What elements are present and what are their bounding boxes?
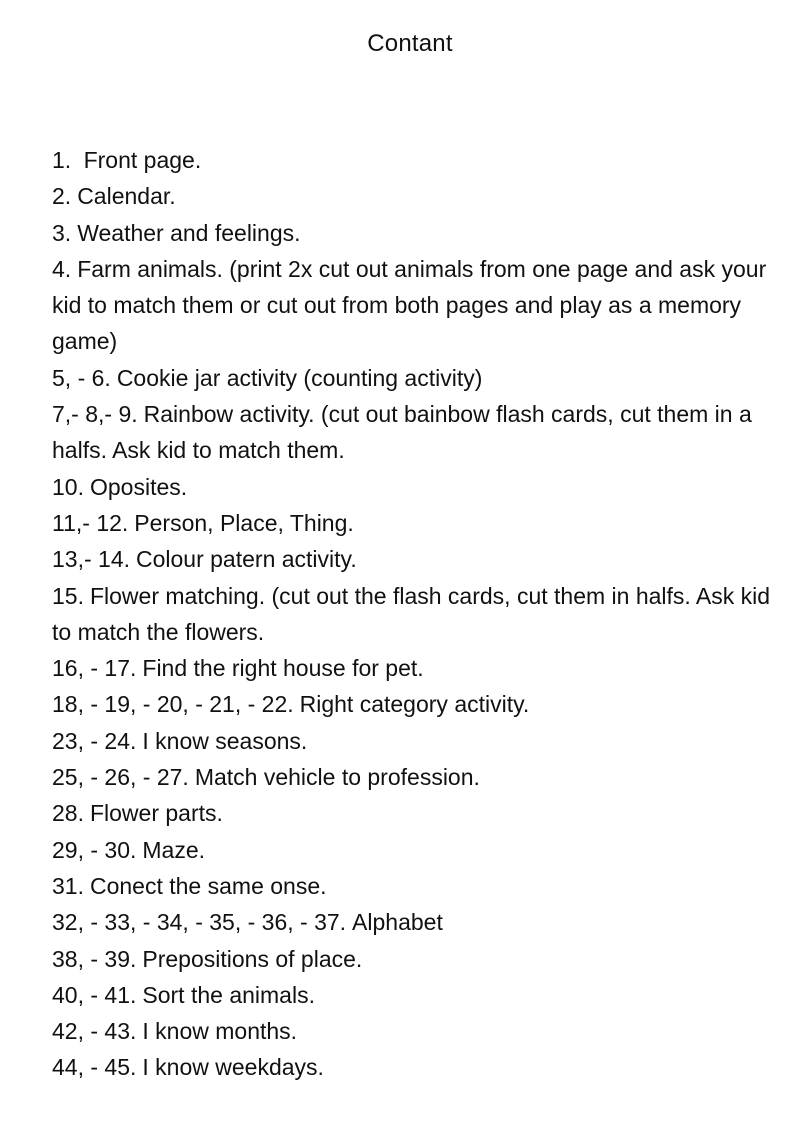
contents-entry: [52, 723, 772, 759]
entry-text: Front page.: [77, 147, 202, 173]
contents-entry: [52, 650, 772, 686]
entry-number: 23, - 24.: [52, 727, 137, 754]
entry-number: 42, - 43.: [52, 1018, 137, 1045]
entry-text: I know months.: [142, 1018, 298, 1045]
contents-entry: [52, 1049, 772, 1085]
entry-text: Sort the animals.: [142, 981, 315, 1008]
entry-number: 13,- 14.: [52, 546, 130, 573]
contents-entry: [52, 541, 772, 577]
contents-entry: [52, 360, 772, 396]
entry-number: 11,- 12.: [52, 509, 129, 536]
entry-text: Cookie jar activity (counting activity): [116, 364, 483, 391]
contents-entry: [52, 251, 772, 360]
contents-entry: [52, 142, 772, 178]
contents-entry: [52, 832, 772, 868]
entry-text: Find the right house for pet.: [142, 655, 424, 682]
entry-text: Farm animals. (print 2x cut out animals from one page and ask your kid to match them or cut out from both pages and play as a memory game): [52, 255, 767, 355]
entry-number: 1.: [52, 147, 72, 173]
contents-entry: [52, 215, 772, 251]
entry-text: Weather and feelings.: [77, 219, 301, 246]
contents-entry: [52, 578, 772, 651]
contents-entry: [52, 941, 772, 977]
entry-number: 32, - 33, - 34, - 35, - 36, - 37.: [52, 909, 347, 936]
entry-number: 18, - 19, - 20, - 21, - 22.: [52, 691, 294, 718]
entry-text: Prepositions of place.: [142, 945, 363, 972]
contents-entry: [52, 178, 772, 214]
entry-text: Match vehicle to profession.: [194, 764, 480, 791]
contents-entry: [52, 795, 772, 831]
page-title: Contant: [367, 30, 453, 57]
entry-number: 38, - 39.: [52, 945, 137, 972]
contents-entry: [52, 505, 772, 541]
entry-text: I know weekdays.: [142, 1054, 324, 1081]
entry-text: Conect the same onse.: [89, 872, 327, 899]
entry-text: Colour patern activity.: [136, 546, 357, 573]
contents-entry: [52, 686, 772, 722]
entry-number: 16, - 17.: [52, 655, 137, 682]
entry-number: 25, - 26, - 27.: [52, 764, 189, 791]
entry-number: 5, - 6.: [52, 364, 111, 391]
entry-text: Flower matching. (cut out the flash cards, cut them in halfs. Ask kid to match the flowers.: [52, 582, 771, 645]
entry-number: 40, - 41.: [52, 981, 137, 1008]
contents-entry: [52, 469, 772, 505]
entry-text: Person, Place, Thing.: [134, 509, 354, 536]
contents-entry: [52, 1013, 772, 1049]
contents-list: [52, 142, 772, 1086]
entry-text: Flower parts.: [89, 800, 223, 827]
entry-number: 10.: [52, 473, 84, 500]
contents-entry: [52, 904, 772, 940]
entry-number: 2.: [52, 183, 72, 210]
entry-text: Oposites.: [89, 473, 188, 500]
entry-number: 4.: [52, 255, 72, 282]
entry-number: 15.: [52, 582, 84, 609]
entry-text: Rainbow activity. (cut out bainbow flash cards, cut them in a halfs. Ask kid to match them.: [52, 401, 752, 464]
contents-entry: [52, 396, 772, 469]
entry-text: Maze.: [142, 836, 206, 863]
entry-number: 28.: [52, 800, 84, 827]
contents-entry: [52, 868, 772, 904]
contents-entry: [52, 977, 772, 1013]
entry-number: 44, - 45.: [52, 1054, 137, 1081]
entry-number: 29, - 30.: [52, 836, 137, 863]
entry-number: 31.: [52, 872, 84, 899]
entry-text: Alphabet: [352, 909, 443, 936]
contents-entry: [52, 759, 772, 795]
entry-number: 7,- 8,- 9.: [52, 401, 138, 428]
entry-text: I know seasons.: [142, 727, 308, 754]
entry-number: 3.: [52, 219, 72, 246]
entry-text: Right category activity.: [299, 691, 530, 718]
entry-text: Calendar.: [77, 183, 176, 210]
